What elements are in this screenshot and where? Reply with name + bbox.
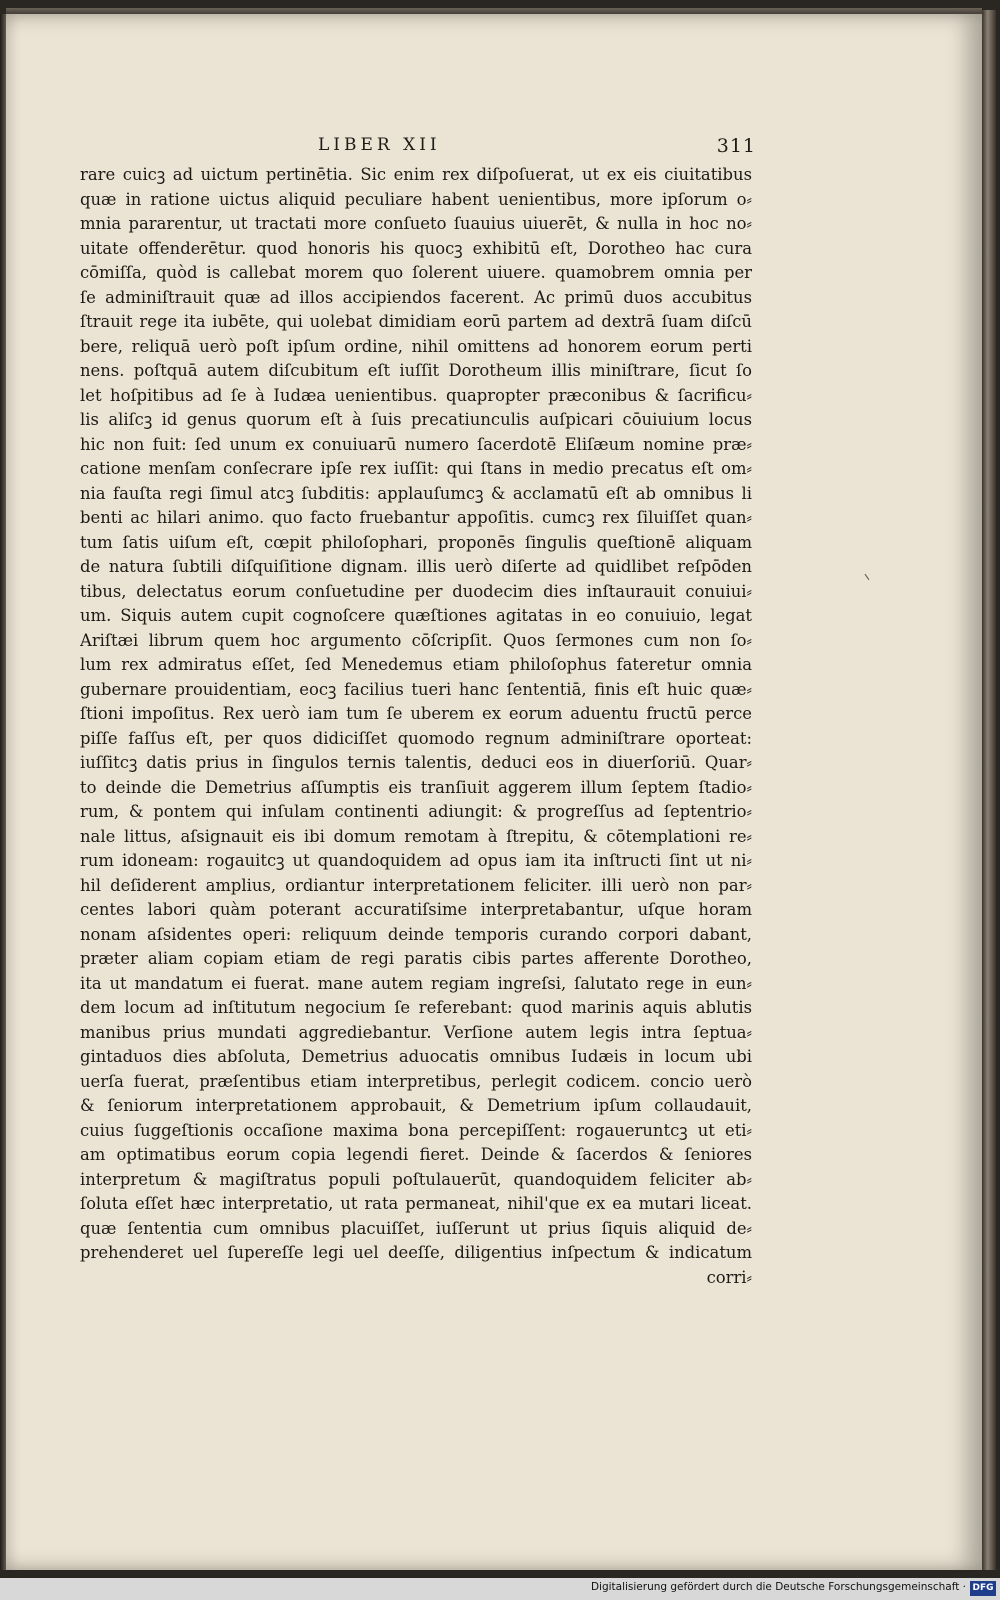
text-line: quæ in ratione uictus aliquid peculiare habent uenientibus, more ipſorum o⸗ <box>80 189 752 209</box>
catchword: corri⸗ <box>706 1267 752 1287</box>
text-line: ſoluta eſſet hæc interpretatio, ut rata permaneat, nihil'que ex ea mutari liceat. <box>80 1194 752 1213</box>
text-line: benti ac hilari animo. quo facto fruebantur appoſitis. cumcꝫ rex ſiluiſſet quan⸗ <box>80 508 752 527</box>
digitization-footer <box>0 1578 1000 1600</box>
text-line: Ariſtæi librum quem hoc argumento cōſcripſit. Quos ſermones cum non ſo⸗ <box>80 630 752 650</box>
text-line: ita ut mandatum ei fuerat. mane autem regiam ingreſsi, ſalutato rege in eun⸗ <box>80 973 752 993</box>
text-line: lum rex admiratus eſſet, ſed Menedemus etiam philoſophus fateretur omnia <box>80 655 752 674</box>
text-line: præter aliam copiam etiam de regi paratis cibis partes afferente Dorotheo, <box>80 949 752 968</box>
text-line: ſe adminiſtrauit quæ ad illos accipiendos facerent. Ac primū duos accubitus <box>80 287 752 307</box>
text-line: ſtioni impoſitus. Rex uerò iam tum ſe uberem ex eorum aduentu fructū perce <box>80 704 752 723</box>
running-head <box>80 135 756 161</box>
text-line: prehenderet uel ſupereſſe legi uel deeſſe, diligentius inſpectum & indicatum <box>80 1243 752 1262</box>
body-text <box>80 163 752 1290</box>
page-number: 311 <box>716 135 756 157</box>
text-line: nale littus, aſsignauit eis ibi domum remotam à ſtrepitu, & cōtemplationi re⸗ <box>80 826 752 846</box>
book-fore-edge <box>982 10 996 1570</box>
text-line: bere, reliquā uerò poſt ipſum ordine, nihil omittens ad honorem eorum perti <box>80 336 752 356</box>
text-line: rum, & pontem qui inſulam continenti adiungit: & progreſſus ad ſeptentrio⸗ <box>80 802 752 821</box>
dfg-logo[interactable]: DFG <box>970 1581 996 1596</box>
text-line: nia fauſta regi ſimul atcꝫ ſubditis: applauſumcꝫ & acclamatū eſt ab omnibus li <box>80 483 752 503</box>
text-line: uitate offenderētur. quod honoris his quocꝫ exhibitū eſt, Dorotheo hac cura <box>80 238 752 258</box>
running-head-title: LIBER XII <box>318 135 441 155</box>
text-line: um. Siquis autem cupit cognoſcere quæſtiones agitatas in eo conuiuio, legat <box>80 606 752 625</box>
text-line: rare cuicꝫ ad uictum pertinētia. Sic enim rex diſpoſuerat, ut ex eis ciuitatibus <box>80 165 752 184</box>
text-line: hic non fuit: ſed unum ex conuiuarū numero ſacerdotē Eliſæum nomine præ⸗ <box>80 434 752 454</box>
text-line: ſtrauit rege ita iubēte, qui uolebat dimidiam eorū partem ad dextrā ſuam diſcū <box>80 312 752 331</box>
text-line: cōmiſſa, quòd is callebat morem quo ſolerent uiuere. quamobrem omnia per <box>80 263 752 282</box>
text-line: hil deſiderent amplius, ordiantur interpretationem feliciter. illi uerò non par⸗ <box>80 875 752 895</box>
text-line: cuius ſuggeſtionis occaſione maxima bona percepiſſent: rogaueruntcꝫ ut eti⸗ <box>80 1120 752 1140</box>
text-line: catione menſam conſecrare ipſe rex iuſſit: qui ſtans in medio precatus eſt om⸗ <box>80 459 752 478</box>
text-line: rum idoneam: rogauitcꝫ ut quandoquidem ad opus iam ita inſtructi ſint ut ni⸗ <box>80 851 752 870</box>
text-line: dem locum ad inſtitutum negocium ſe referebant: quod marinis aquis ablutis <box>80 998 752 1017</box>
text-line: nens. poſtquā autem diſcubitum eſt iuſſit Dorotheum illis miniſtrare, ſicut ſo <box>80 361 752 380</box>
text-line: gintaduos dies abſoluta, Demetrius aduocatis omnibus Iudæis in locum ubi <box>80 1047 752 1066</box>
text-line: nonam aſsidentes operi: reliquum deinde temporis curando corpori dabant, <box>80 924 752 944</box>
funding-credit: Digitalisierung gefördert durch die Deutsche Forschungsgemeinschaft · <box>590 1581 966 1593</box>
text-line: piſſe faſſus eſt, per quos didiciſſet quomodo regnum adminiſtrare oporteat: <box>80 728 752 748</box>
text-line: tibus, delectatus eorum conſuetudine per duodecim dies inſtaurauit conuiui⸗ <box>80 581 752 601</box>
text-line: iuſſitcꝫ datis prius in ſingulos ternis talentis, deduci eos in diuerſoriū. Quar⸗ <box>80 753 752 772</box>
text-line: de natura ſubtili diſquiſitione dignam. illis uerò diſerte ad quidlibet reſpōden <box>80 557 752 576</box>
text-line: let hoſpitibus ad ſe à Iudæa uenientibus. quapropter præconibus & ſacrificu⸗ <box>80 385 752 405</box>
text-line: quæ ſententia cum omnibus placuiſſet, iuſſerunt ut prius ſiquis aliquid de⸗ <box>80 1218 752 1238</box>
text-line: mnia pararentur, ut tractati more conſueto ſuauius uiuerēt, & nulla in hoc no⸗ <box>80 214 752 233</box>
text-line: to deinde die Demetrius aſſumptis eis tranſiuit aggerem illum ſeptem ſtadio⸗ <box>80 777 752 797</box>
text-line: centes labori quàm poterant accuratiſsime interpretabantur, uſque horam <box>80 900 752 919</box>
text-line: am optimatibus eorum copia legendi fieret. Deinde & ſacerdos & ſeniores <box>80 1145 752 1164</box>
text-line: tum ſatis uiſum eſt, cœpit philoſophari, proponēs ſingulis queſtionē aliquam <box>80 532 752 552</box>
text-line: interpretum & magiſtratus populi poſtulauerūt, quandoquidem feliciter ab⸗ <box>80 1169 752 1189</box>
text-line: uerſa fuerat, præſentibus etiam interpretibus, perlegit codicem. concio uerò <box>80 1071 752 1091</box>
text-line: & ſeniorum interpretationem approbauit, & Demetrium ipſum collaudauit, <box>80 1096 752 1115</box>
text-line: gubernare prouidentiam, eocꝫ facilius tueri hanc ſententiā, finis eſt huic quæ⸗ <box>80 679 752 699</box>
text-line: lis aliſcꝫ id genus quorum eſt à ſuis precatiunculis auſpicari cōuiuium locus <box>80 410 752 429</box>
text-line: manibus prius mundati aggrediebantur. Verſione autem legis intra ſeptua⸗ <box>80 1022 752 1042</box>
